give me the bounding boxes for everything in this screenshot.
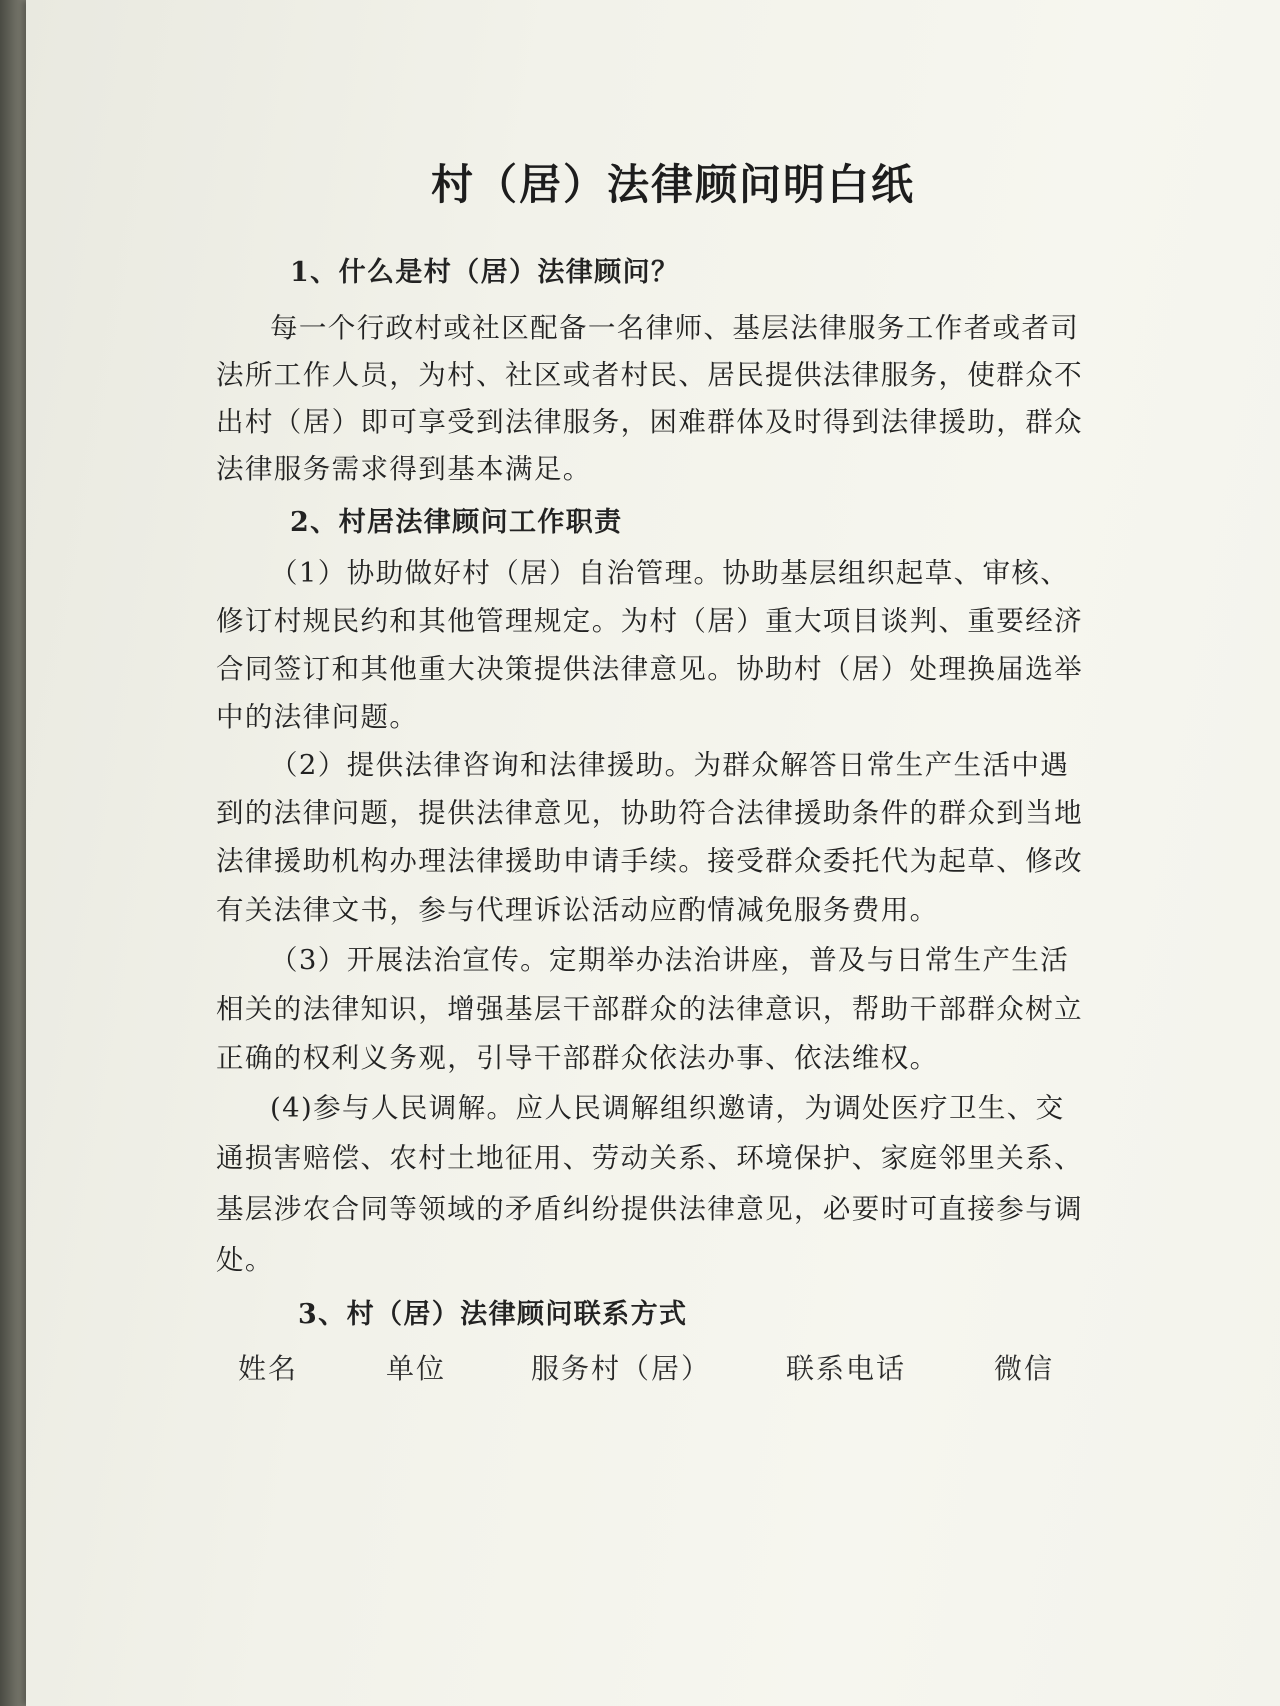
column-header-name: 姓名	[238, 1352, 299, 1385]
paragraph-line: 基层涉农合同等领域的矛盾纠纷提供法律意见，必要时可直接参与调	[216, 1193, 1083, 1225]
paragraph-line: 通损害赔偿、农村土地征用、劳动关系、环境保护、家庭邻里关系、	[216, 1142, 1083, 1174]
page-title: 村（居）法律顾问明白纸	[430, 160, 915, 209]
paragraph-line: 法律服务需求得到基本满足。	[216, 453, 592, 485]
section-2-heading: 2、村居法律顾问工作职责	[290, 507, 623, 538]
paragraph-line: 合同签订和其他重大决策提供法律意见。协助村（居）处理换届选举	[216, 653, 1083, 685]
paragraph-line: 到的法律问题，提供法律意见，协助符合法律援助条件的群众到当地	[216, 797, 1083, 829]
column-header-phone: 联系电话	[786, 1352, 907, 1385]
paragraph-line: （3）开展法治宣传。定期举办法治讲座，普及与日常生产生活	[270, 944, 1070, 976]
section-3-heading: 3、村（居）法律顾问联系方式	[298, 1299, 688, 1330]
paragraph-line: 有关法律文书，参与代理诉讼活动应酌情减免服务费用。	[216, 894, 939, 926]
paragraph-line: 修订村规民约和其他管理规定。为村（居）重大项目谈判、重要经济	[216, 605, 1083, 637]
paragraph-line: 中的法律问题。	[216, 701, 419, 733]
column-header-village: 服务村（居）	[531, 1352, 712, 1385]
column-header-wechat: 微信	[994, 1352, 1055, 1385]
paragraph-line: 法律援助机构办理法律援助申请手续。接受群众委托代为起草、修改	[216, 845, 1083, 877]
paragraph-line: 处。	[216, 1244, 274, 1276]
paragraph-line: （2）提供法律咨询和法律援助。为群众解答日常生产生活中遇	[270, 749, 1070, 781]
document-page	[26, 0, 1280, 1706]
section-1-heading: 1、什么是村（居）法律顾问？	[290, 257, 680, 288]
paragraph-line: （1）协助做好村（居）自治管理。协助基层组织起草、审核、	[270, 557, 1070, 589]
paragraph-line: 法所工作人员，为村、社区或者村民、居民提供法律服务，使群众不	[216, 359, 1083, 391]
paragraph-line: (4)参与人民调解。应人民调解组织邀请，为调处医疗卫生、交	[270, 1092, 1065, 1124]
paragraph-line: 每一个行政村或社区配备一名律师、基层法律服务工作者或者司	[270, 312, 1080, 344]
column-header-unit: 单位	[386, 1352, 447, 1385]
paragraph-line: 出村（居）即可享受到法律服务，困难群体及时得到法律援助，群众	[216, 406, 1083, 438]
paragraph-line: 正确的权利义务观，引导干部群众依法办事、依法维权。	[216, 1042, 939, 1074]
paragraph-line: 相关的法律知识，增强基层干部群众的法律意识，帮助干部群众树立	[216, 993, 1083, 1025]
